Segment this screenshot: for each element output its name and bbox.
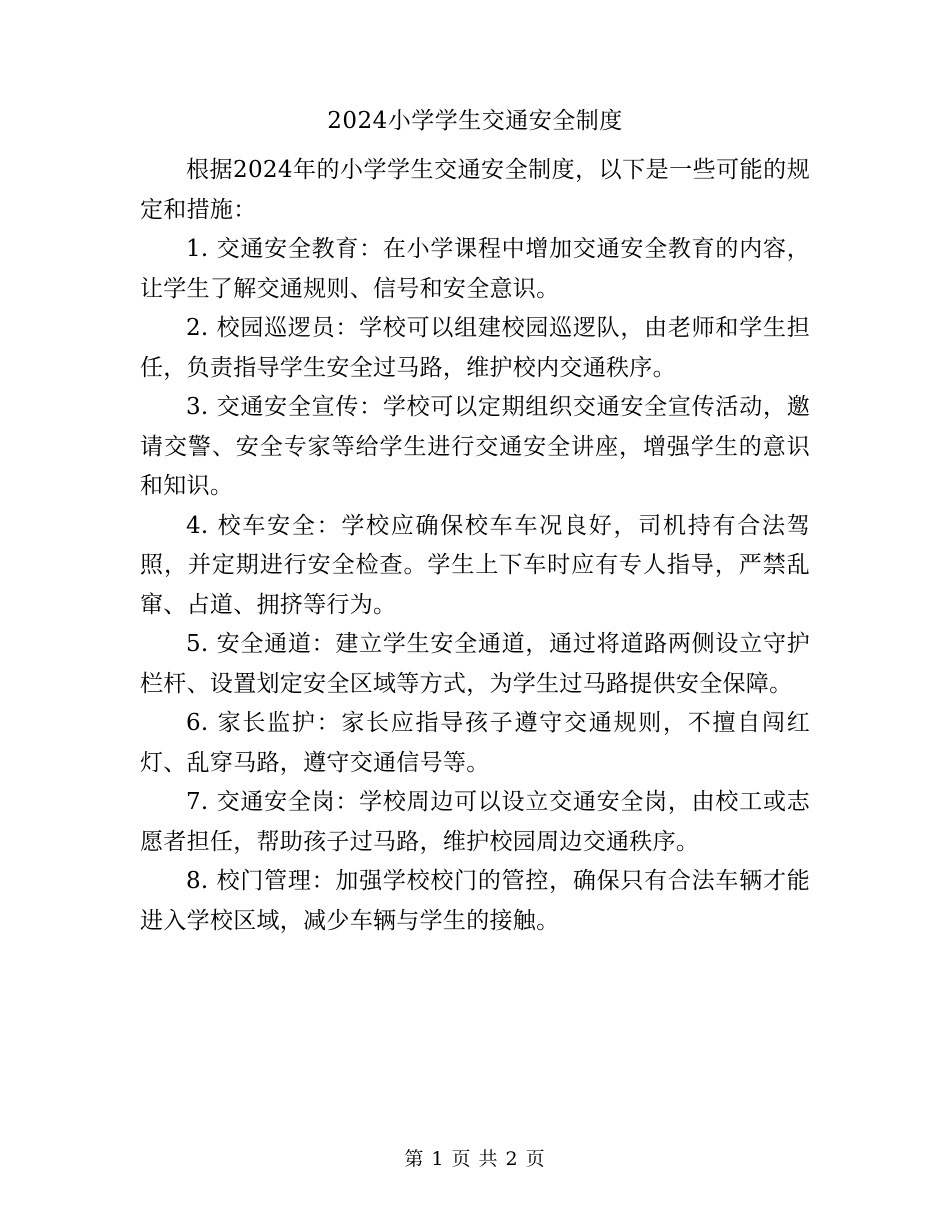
item-paragraph-8: 8. 校门管理：加强学校校门的管控，确保只有合法车辆才能进入学校区域，减少车辆与学生的接触。 bbox=[140, 868, 810, 934]
item-paragraph-3: 3. 交通安全宣传：学校可以定期组织交通安全宣传活动，邀请交警、安全专家等给学生进行交通安全讲座，增强学生的意识和知识。 bbox=[140, 394, 810, 499]
item-paragraph-5: 5. 安全通道：建立学生安全通道，通过将道路两侧设立守护栏杆、设置划定安全区域等方式，为学生过马路提供安全保障。 bbox=[140, 631, 810, 697]
item-paragraph-6: 6. 家长监护：家长应指导孩子遵守交通规则，不擅自闯红灯、乱穿马路，遵守交通信号等。 bbox=[140, 710, 810, 776]
item-paragraph-4: 4. 校车安全：学校应确保校车车况良好，司机持有合法驾照，并定期进行安全检查。学生上下车时应有专人指导，严禁乱窜、占道、拥挤等行为。 bbox=[140, 512, 810, 618]
item-paragraph-7: 7. 交通安全岗：学校周边可以设立交通安全岗，由校工或志愿者担任，帮助孩子过马路，维护校园周边交通秩序。 bbox=[140, 789, 810, 855]
page-number-footer: 第 1 页 共 2 页 bbox=[404, 1148, 546, 1170]
document-body bbox=[140, 151, 810, 941]
item-paragraph-1: 1. 交通安全教育：在小学课程中增加交通安全教育的内容，让学生了解交通规则、信号和安全意识。 bbox=[140, 236, 810, 302]
item-paragraph-2: 2. 校园巡逻员：学校可以组建校园巡逻队，由老师和学生担任，负责指导学生安全过马路，维护校内交通秩序。 bbox=[140, 315, 810, 381]
intro-paragraph: 根据2024年的小学学生交通安全制度，以下是一些可能的规定和措施： bbox=[140, 157, 810, 223]
document-title: 2024小学学生交通安全制度 bbox=[327, 108, 623, 134]
